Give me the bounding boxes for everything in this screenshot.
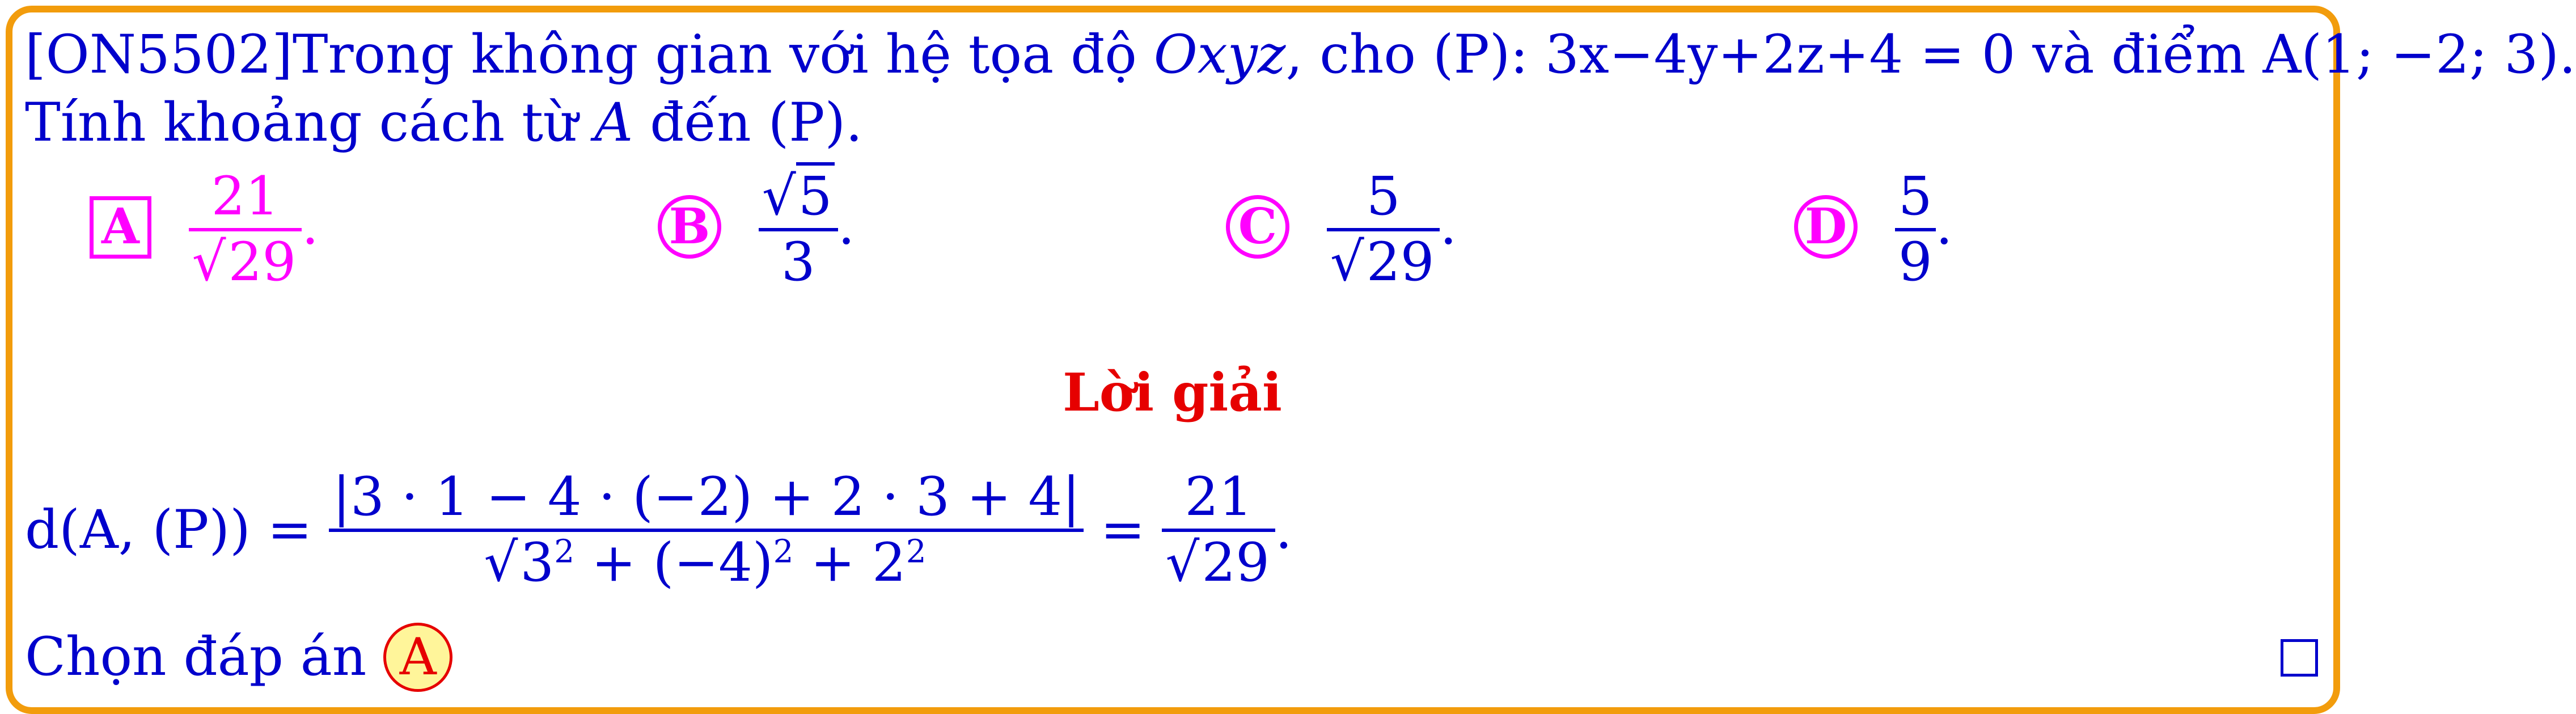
distance-lhs: d(A, (P)) [25,499,251,561]
qed-square-icon [2281,639,2318,677]
question-line-2: Tính khoảng cách từ A đến (P). [25,92,863,154]
option-a-badge: A [90,196,151,259]
final-answer [25,623,452,692]
option-c-fraction: 5 √29 [1327,170,1440,289]
solution-formula: d(A, (P)) = |3 · 1 − 4 · (−2) + 2 · 3 + 4| $√3^2 + (-4)^2 + 2^2$ = 21 √29 . [25,466,1292,594]
distance-result: 21 √29 [1162,471,1275,590]
option-c[interactable]: C 5 √29 . [1226,170,1457,289]
coord-system: Oxyz [1153,24,1286,86]
option-b-badge: B [658,195,721,259]
problem-id: [ON5502] [25,24,293,86]
final-answer-label: Chọn đáp án [25,626,384,688]
option-d-fraction: 5 9 [1895,170,1936,289]
question-line-1: [ON5502]Trong không gian với hệ tọa độ Oxyz, cho (P): 3x−4y+2z+4 = 0 và điểm A(1; −2; 3). [25,24,2576,86]
solution-title: Lời giải [1063,362,1282,423]
option-b[interactable]: B √5 3 . [658,170,855,289]
distance-numerator: |3 · 1 − 4 · (−2) + 2 · 3 + 4| [332,466,1080,528]
option-c-badge: C [1226,195,1289,259]
option-b-fraction: √5 3 [759,170,838,289]
option-a[interactable]: A 21 √29 . [90,170,319,289]
option-d[interactable]: D 5 9 . [1794,170,1953,289]
option-d-badge: D [1794,195,1858,259]
question-prefix: Trong không gian với hệ tọa độ [292,24,1154,86]
distance-fraction [329,466,1084,594]
final-answer-circle: A [383,623,452,692]
point-a: A(1; −2; 3). [2262,24,2576,86]
option-a-fraction: 21 √29 [189,170,302,289]
plane-equation: 3x−4y+2z+4 = 0 [1545,24,2016,86]
distance-denominator: $√3^2 + (-4)^2 + 2^2$ [329,536,1084,590]
